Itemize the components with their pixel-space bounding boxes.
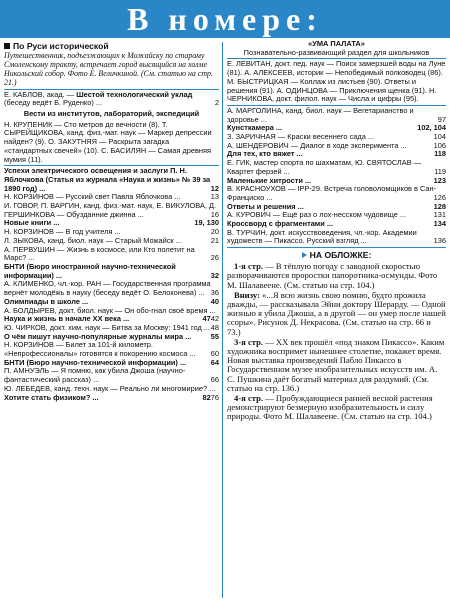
- triangle-bullet-icon: [302, 252, 307, 258]
- cover-note: 3-я стр. — XX век прошёл «под знаком Пикассо». Каким художника воспримет нынешнее столетие, покажет время. Новая выставка произведений Пабло Пикассо в Государственном музее изобразительных искусств им. А. С. Пушкина даёт богатый материал для раздумий. (См. статью на стр. 136.): [227, 336, 445, 393]
- news-section-title: Вести из институтов, лабораторий, экспедиций: [23, 109, 200, 119]
- toc-entry[interactable]: БНТИ (Бюро иностранной научно-технической информации) ... 32: [4, 261, 219, 280]
- toc-entry[interactable]: Олимпиады в школе ... 40: [4, 296, 219, 306]
- toc-entry[interactable]: Н. КОРЗИНОВ — Русский свет Павла Яблочкова ... 13: [4, 192, 219, 202]
- cover-notes: [227, 262, 446, 421]
- toc-entry[interactable]: Ю. ЛЕБЕДЕВ, канд. техн. наук — Реально ли многомирие? ... 76: [4, 383, 219, 402]
- section-heading: По Руси исторической: [4, 41, 219, 51]
- column-divider: [222, 42, 223, 598]
- toc-entry[interactable]: Н. КРУПЕНИК — Сто метров до вечности (8). Т. СЫРЕЙЩИКОВА, канд. физ.-мат. наук — Маркер депрессии найден? (9). О. ЗАКУТНЯЯ — Раскрыта загадка «стандартных свечей» (10). С. БАСИЛЯН — Самая древняя мумия (11).: [4, 119, 212, 164]
- toc-entry[interactable]: Е. ГИК, мастер спорта по шахматам, Ю. СВЯТОСЛАВ — Квартет ферзей ... 119: [227, 158, 446, 176]
- cover-note: Внизу: «...Я всю жизнь свою помню, будто прожила дважды, — рассказывала Эйни доктору Шерарду. — Одной жизнью я убила Джоша, а в другой — он умер после нашей ссоры». Рисунок Д. Некрасова. (См. статью на стр. 66 и 73.): [227, 289, 446, 337]
- toc-entry[interactable]: А. МАРГОЛИНА, канд. биол. наук — Вегетарианство и здоровье ... 97: [227, 105, 446, 124]
- toc-entry[interactable]: Н. КОРЗИНОВ — Билет за 101-й километр. «Непрофессионалы» готовятся к покорению космоса ... 60: [4, 340, 219, 359]
- section-title: «УМА ПАЛАТА»: [308, 40, 365, 48]
- toc-entry[interactable]: Новые книги ... 19, 130: [4, 218, 219, 228]
- toc-entry[interactable]: О чём пишут научно-популярные журналы мира ... 55: [4, 331, 219, 341]
- toc-entry[interactable]: Н. КОРЗИНОВ — В год учителя ... 20: [4, 227, 219, 237]
- toc-entry[interactable]: А. ШЕНДЕРОВИЧ — Диалог в ходе эксперимента ... 106: [227, 140, 446, 150]
- right-column: [227, 40, 446, 600]
- toc-entry[interactable]: И. ГОВОР, П. ВАРГИН, канд. физ.-мат. наук, Е. ВИКУЛОВА, Д. ГЕРШИНКОВА — Обузданние джинна ... 16: [4, 201, 219, 219]
- toc-entry[interactable]: В. КРАСНОУХОВ — IPP-29. Встреча головоломщиков в Сан-Франциско ... 126: [227, 184, 446, 202]
- cover-section-title: НА ОБЛОЖКЕ:: [227, 250, 446, 260]
- toc-entry[interactable]: Кунсткамера ... 102, 104: [227, 123, 446, 133]
- toc-entry[interactable]: Хотите стать физиком? ... 82: [4, 392, 211, 402]
- toc-entry[interactable]: А. КЛИМЕНКО, чл.-кор. РАН — Государственная программа вернёт молодёжь в науку (беседу ведёт О. Белоконева) ... 36: [4, 279, 219, 298]
- toc-entry[interactable]: Успехи электрического освещения и заслуги П. Н. Яблочкова (Статья из журнала «Наука и жизнь» № 39 за 1890 год) ... 12: [4, 166, 219, 193]
- toc-entry[interactable]: А. КУРОВИЧ — Ещё раз о лох-несском чудовище ... 131: [227, 210, 446, 220]
- toc-entry[interactable]: Наука и жизнь в начале XX века ... 47: [4, 314, 211, 324]
- toc-entry[interactable]: Кроссворд с фрагментами ... 134: [227, 219, 446, 229]
- contents-banner: [0, 0, 450, 38]
- cover-photo-caption: Путешественник, подъезжающих к Можайску по старому Смоленскому тракту, встречает город высящийся на холме Никольский собор. Фото Е. Величкиной. (См. статью на стр. 21.): [4, 51, 213, 87]
- toc-entry[interactable]: Ответы и решения ... 128: [227, 201, 446, 211]
- toc-entry[interactable]: Е. КАБЛОВ, акад. — Шестой технологический уклад (беседу ведёт Б. Руденко) ... 2: [4, 89, 219, 108]
- toc-entry[interactable]: В. ТУРЧИН, докт. искусствоведения, чл.-кор. Академии художеств — Пикассо. Русский взгляд ... 136: [227, 227, 446, 246]
- square-bullet-icon: [4, 43, 10, 49]
- toc-entry[interactable]: Е. ЛЕВИТАН, докт. пед. наук — Поиск замерзшей воды на Луне (81). А. АЛЕКСЕЕВ, историк — Непобедимый полководец (86). М. БЫСТРИЦКАЯ — Коллаж из листьев (90). Ответы и решения (91). А. ОДИНЦОВА — Приключения щенка (91). Н. ЧЕРНИКОВА, докт. филол. наук — Числа и цифры (95).: [227, 59, 446, 104]
- toc-entry[interactable]: Ю. ЧИРКОВ, докт. хим. наук — Битва за Москву: 1941 год ... 48: [4, 322, 219, 332]
- cover-note: 4-я стр. — Пробуждающиеся ранней весной растения демонстрируют безмерную изобразительность и силу природы. Фото М. Шалавеене. (См. статью на стр. 104.): [227, 393, 433, 422]
- toc-entry[interactable]: Для тех, кто вяжет ... 118: [227, 149, 446, 159]
- toc-entry[interactable]: А. ПЕРВУШИН — Жизнь в космосе, или Кто полетит на Марс? ... 26: [4, 244, 219, 263]
- toc-entry[interactable]: А. БОЛДЫРЕВ, докт. биол. наук — Он обо-гнал своё время ... 42: [4, 305, 219, 324]
- left-column: [4, 40, 219, 600]
- section-subtitle: Познавательно-развивающий раздел для школьников: [243, 47, 430, 57]
- toc-entry[interactable]: Л. ЗЫКОВА, канд. биол. наук — Старый Можайск ... 21: [4, 235, 219, 245]
- cover-note: 1-я стр. — В тёплую погоду с заводной скоростью разворачиваются проростки папоротника-осмунды. Фото М. Шалавеене. (См. статью на стр. 104.): [227, 261, 438, 290]
- toc-entry[interactable]: П. АМНУЭЛЬ — Я помню, как убила Джоша (научно-фантастический рассказ) ... 66: [4, 366, 219, 385]
- page-number: 2: [214, 98, 219, 108]
- divider-line: [227, 247, 446, 248]
- toc-entry[interactable]: Маленькие хитрости ... 123: [227, 175, 446, 185]
- banner-title: В номере:: [127, 1, 323, 37]
- toc-entry[interactable]: БНТИ (Бюро научно-технической информации) ... 64: [4, 357, 219, 367]
- toc-entry[interactable]: З. ЗАРИЧНАЯ — Краски весеннего сада ... 104: [227, 132, 446, 142]
